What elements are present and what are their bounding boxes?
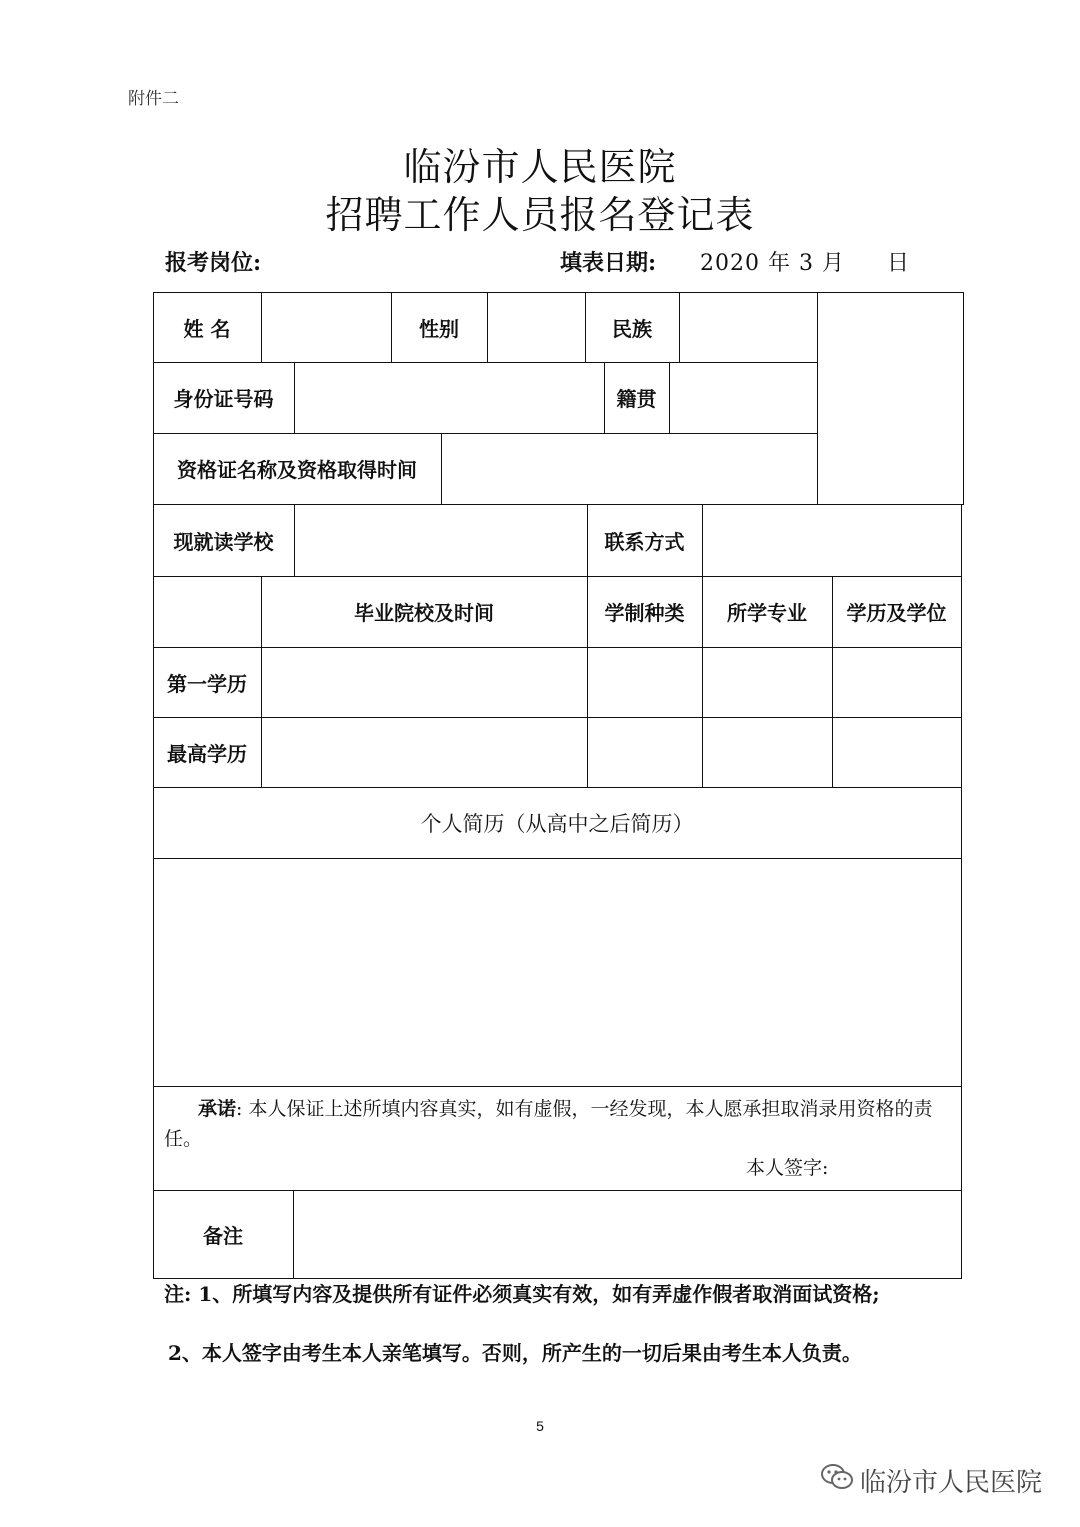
grid-line bbox=[153, 647, 962, 648]
grid-line bbox=[261, 292, 262, 362]
date-day: 日 bbox=[887, 251, 910, 276]
date-value: 2020 年 3 月 bbox=[700, 251, 845, 276]
grid-line bbox=[153, 858, 962, 859]
wechat-icon bbox=[820, 1462, 860, 1499]
note-2: 2、本人签字由考生本人亲笔填写。否则，所产生的一切后果由考生本人负责。 bbox=[168, 1341, 862, 1365]
grid-line bbox=[961, 504, 962, 1278]
page-title-line2: 招聘工作人员报名登记表 bbox=[325, 193, 755, 237]
promise-body: : 本人保证上述所填内容真实，如有虚假，一经发现，本人愿承担取消录用资格的责任。 bbox=[164, 1098, 933, 1150]
grid-line bbox=[669, 362, 670, 433]
first-education-label: 第一学历 bbox=[167, 671, 247, 696]
grid-line bbox=[487, 292, 488, 362]
id-number-label: 身份证号码 bbox=[173, 387, 274, 411]
grid-line bbox=[679, 292, 680, 362]
grid-line bbox=[817, 292, 818, 504]
ethnicity-label: 民族 bbox=[612, 316, 652, 341]
grid-line bbox=[441, 433, 442, 504]
grid-line bbox=[153, 717, 962, 718]
gender-label: 性别 bbox=[419, 316, 459, 341]
grid-line bbox=[294, 362, 295, 433]
name-label: 姓 名 bbox=[183, 316, 231, 341]
grid-line bbox=[294, 504, 295, 576]
edu-degree-header: 学历及学位 bbox=[846, 601, 947, 625]
native-place-label: 籍贯 bbox=[616, 387, 657, 411]
current-school-label: 现就读学校 bbox=[173, 529, 274, 554]
contact-label: 联系方式 bbox=[604, 529, 685, 554]
grid-line bbox=[963, 292, 964, 504]
watermark bbox=[820, 1462, 1042, 1499]
note-1: 注: 1、所填写内容及提供所有证件必须真实有效，如有弄虚作假者取消面试资格; bbox=[164, 1282, 880, 1306]
grid-line bbox=[702, 504, 703, 576]
edu-school-time-header: 毕业院校及时间 bbox=[354, 601, 494, 625]
attachment-label: 附件二 bbox=[128, 89, 179, 109]
qualification-label: 资格证名称及资格取得时间 bbox=[177, 458, 417, 482]
position-label: 报考岗位: bbox=[165, 250, 262, 276]
grid-line bbox=[153, 1086, 962, 1087]
watermark-text: 临汾市人民医院 bbox=[860, 1468, 1043, 1498]
grid-line bbox=[293, 1190, 294, 1278]
page-title-line1: 临汾市人民医院 bbox=[403, 145, 677, 189]
date-label: 填表日期: bbox=[560, 250, 657, 276]
promise-text bbox=[164, 1094, 954, 1154]
remarks-label: 备注 bbox=[203, 1223, 243, 1248]
edu-system-header: 学制种类 bbox=[604, 601, 685, 625]
resume-label: 个人简历（从高中之后简历） bbox=[420, 811, 694, 836]
promise-label: 承诺 bbox=[198, 1098, 237, 1120]
edu-major-header: 所学专业 bbox=[727, 601, 807, 625]
grid-line bbox=[153, 292, 964, 293]
page-number: 5 bbox=[536, 1418, 544, 1434]
highest-education-label: 最高学历 bbox=[167, 741, 247, 766]
signature-label: 本人签字: bbox=[746, 1157, 829, 1179]
